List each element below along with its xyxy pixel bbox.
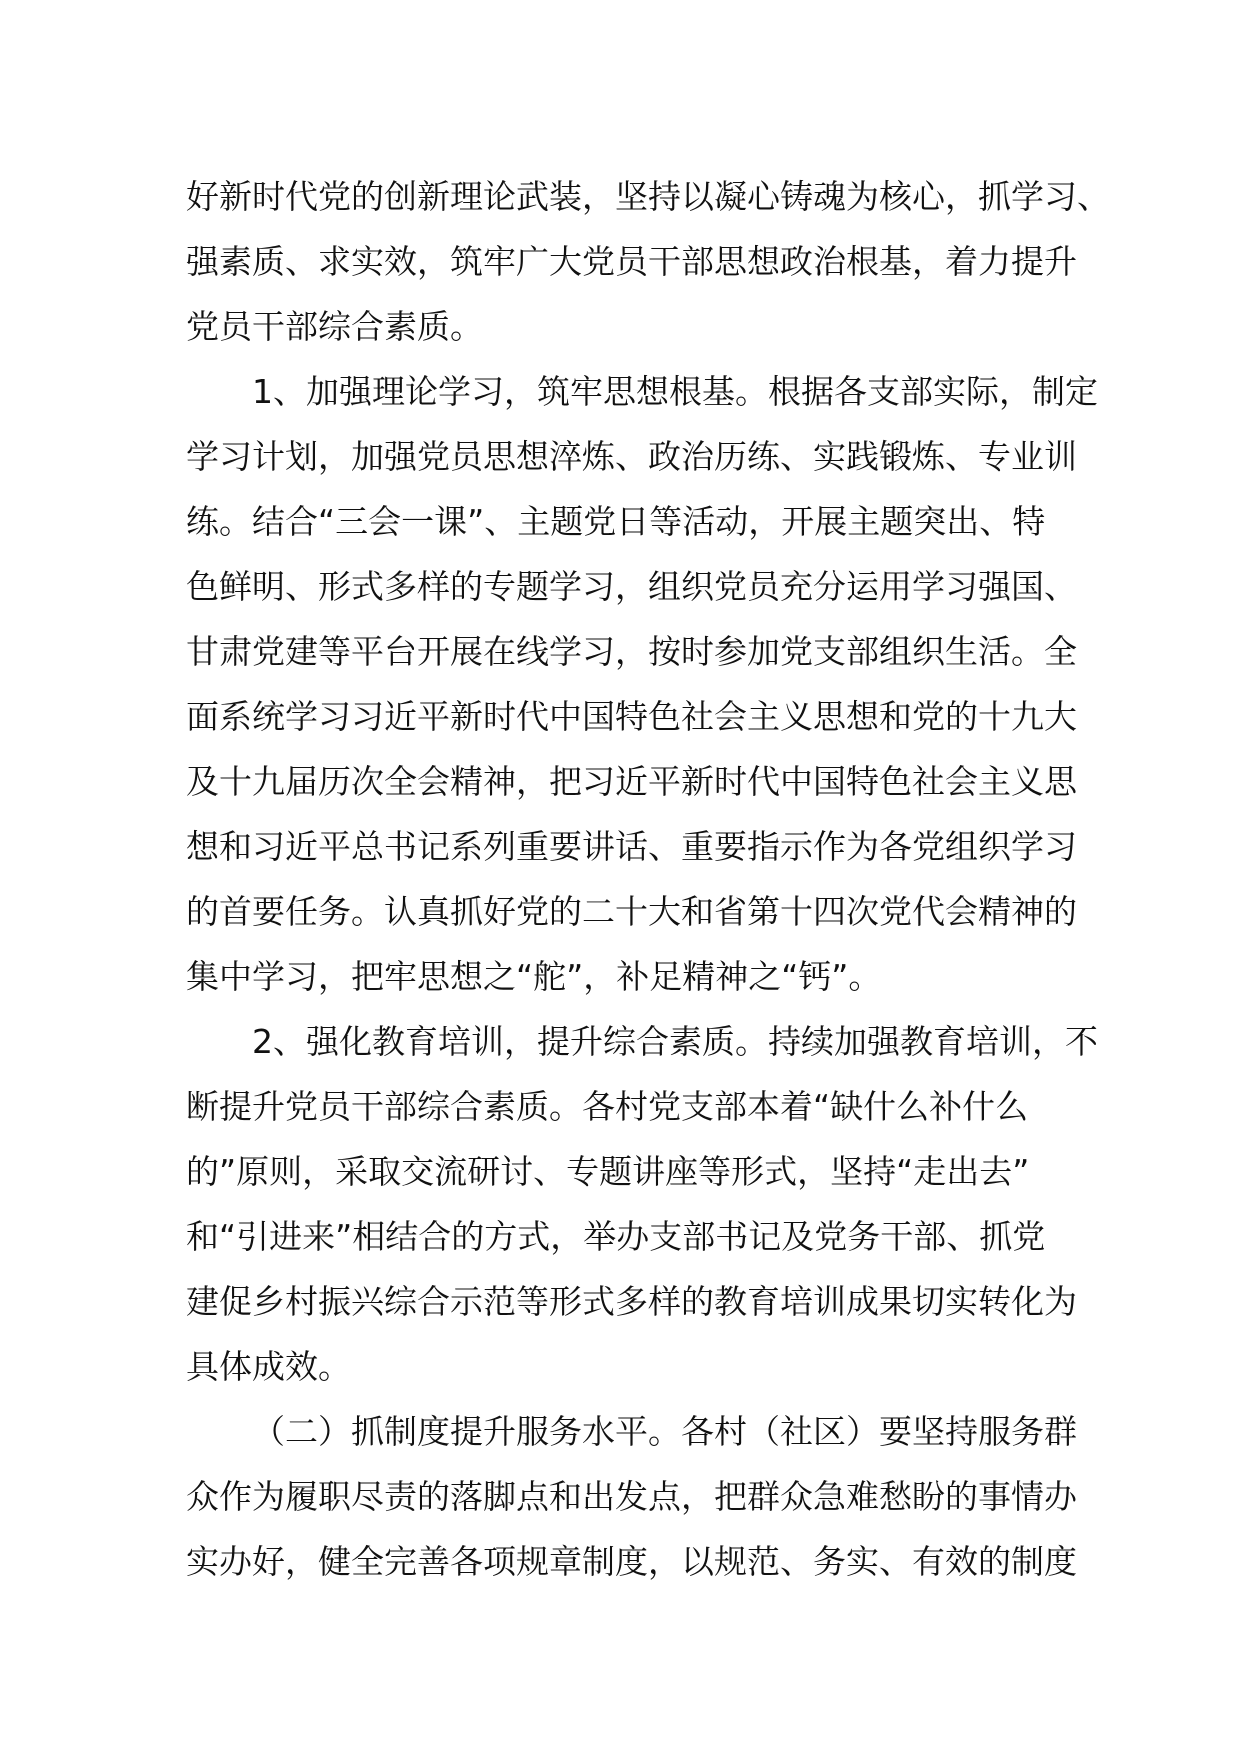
paragraph-theory-study xyxy=(186,359,1098,1009)
text-line: 想和习近平总书记系列重要讲话、重要指示作为各党组织学习 xyxy=(186,827,1077,866)
paragraph-education-training xyxy=(186,1009,1098,1399)
paragraph-intro-continuation xyxy=(186,164,1110,359)
text-line: 强素质、求实效，筑牢广大党员干部思想政治根基，着力提升 xyxy=(186,242,1077,281)
text-line: 建促乡村振兴综合示范等形式多样的教育培训成果切实转化为 xyxy=(186,1282,1077,1321)
text-line: 集中学习，把牢思想之“舵”，补足精神之“钙”。 xyxy=(186,957,882,996)
text-line: 面系统学习习近平新时代中国特色社会主义思想和党的十九大 xyxy=(186,697,1077,736)
paragraph-service-system xyxy=(186,1399,1077,1594)
text-line: 练。结合“三会一课”、主题党日等活动，开展主题突出、特 xyxy=(186,502,1046,541)
text-line: 的”原则，采取交流研讨、专题讲座等形式，坚持“走出去” xyxy=(186,1152,1030,1191)
text-line: 1、加强理论学习，筑牢思想根基。根据各支部实际，制定 xyxy=(252,372,1098,411)
text-line: 实办好，健全完善各项规章制度，以规范、务实、有效的制度 xyxy=(186,1542,1077,1581)
text-line: 的首要任务。认真抓好党的二十大和省第十四次党代会精神的 xyxy=(186,892,1077,931)
text-line: 学习计划，加强党员思想淬炼、政治历练、实践锻炼、专业训 xyxy=(186,437,1077,476)
text-line: 2、强化教育培训，提升综合素质。持续加强教育培训，不 xyxy=(252,1022,1098,1061)
text-line: 断提升党员干部综合素质。各村党支部本着“缺什么补什么 xyxy=(186,1087,1029,1126)
document-body xyxy=(186,164,1110,1594)
text-line: 好新时代党的创新理论武装，坚持以凝心铸魂为核心，抓学习、 xyxy=(186,177,1110,216)
text-line: （二）抓制度提升服务水平。各村（社区）要坚持服务群 xyxy=(252,1412,1077,1451)
text-line: 甘肃党建等平台开展在线学习，按时参加党支部组织生活。全 xyxy=(186,632,1077,671)
text-line: 众作为履职尽责的落脚点和出发点，把群众急难愁盼的事情办 xyxy=(186,1477,1077,1516)
text-line: 党员干部综合素质。 xyxy=(186,307,483,346)
text-line: 具体成效。 xyxy=(186,1347,351,1386)
text-line: 及十九届历次全会精神，把习近平新时代中国特色社会主义思 xyxy=(186,762,1077,801)
text-line: 和“引进来”相结合的方式，举办支部书记及党务干部、抓党 xyxy=(186,1217,1046,1256)
text-line: 色鲜明、形式多样的专题学习，组织党员充分运用学习强国、 xyxy=(186,567,1077,606)
